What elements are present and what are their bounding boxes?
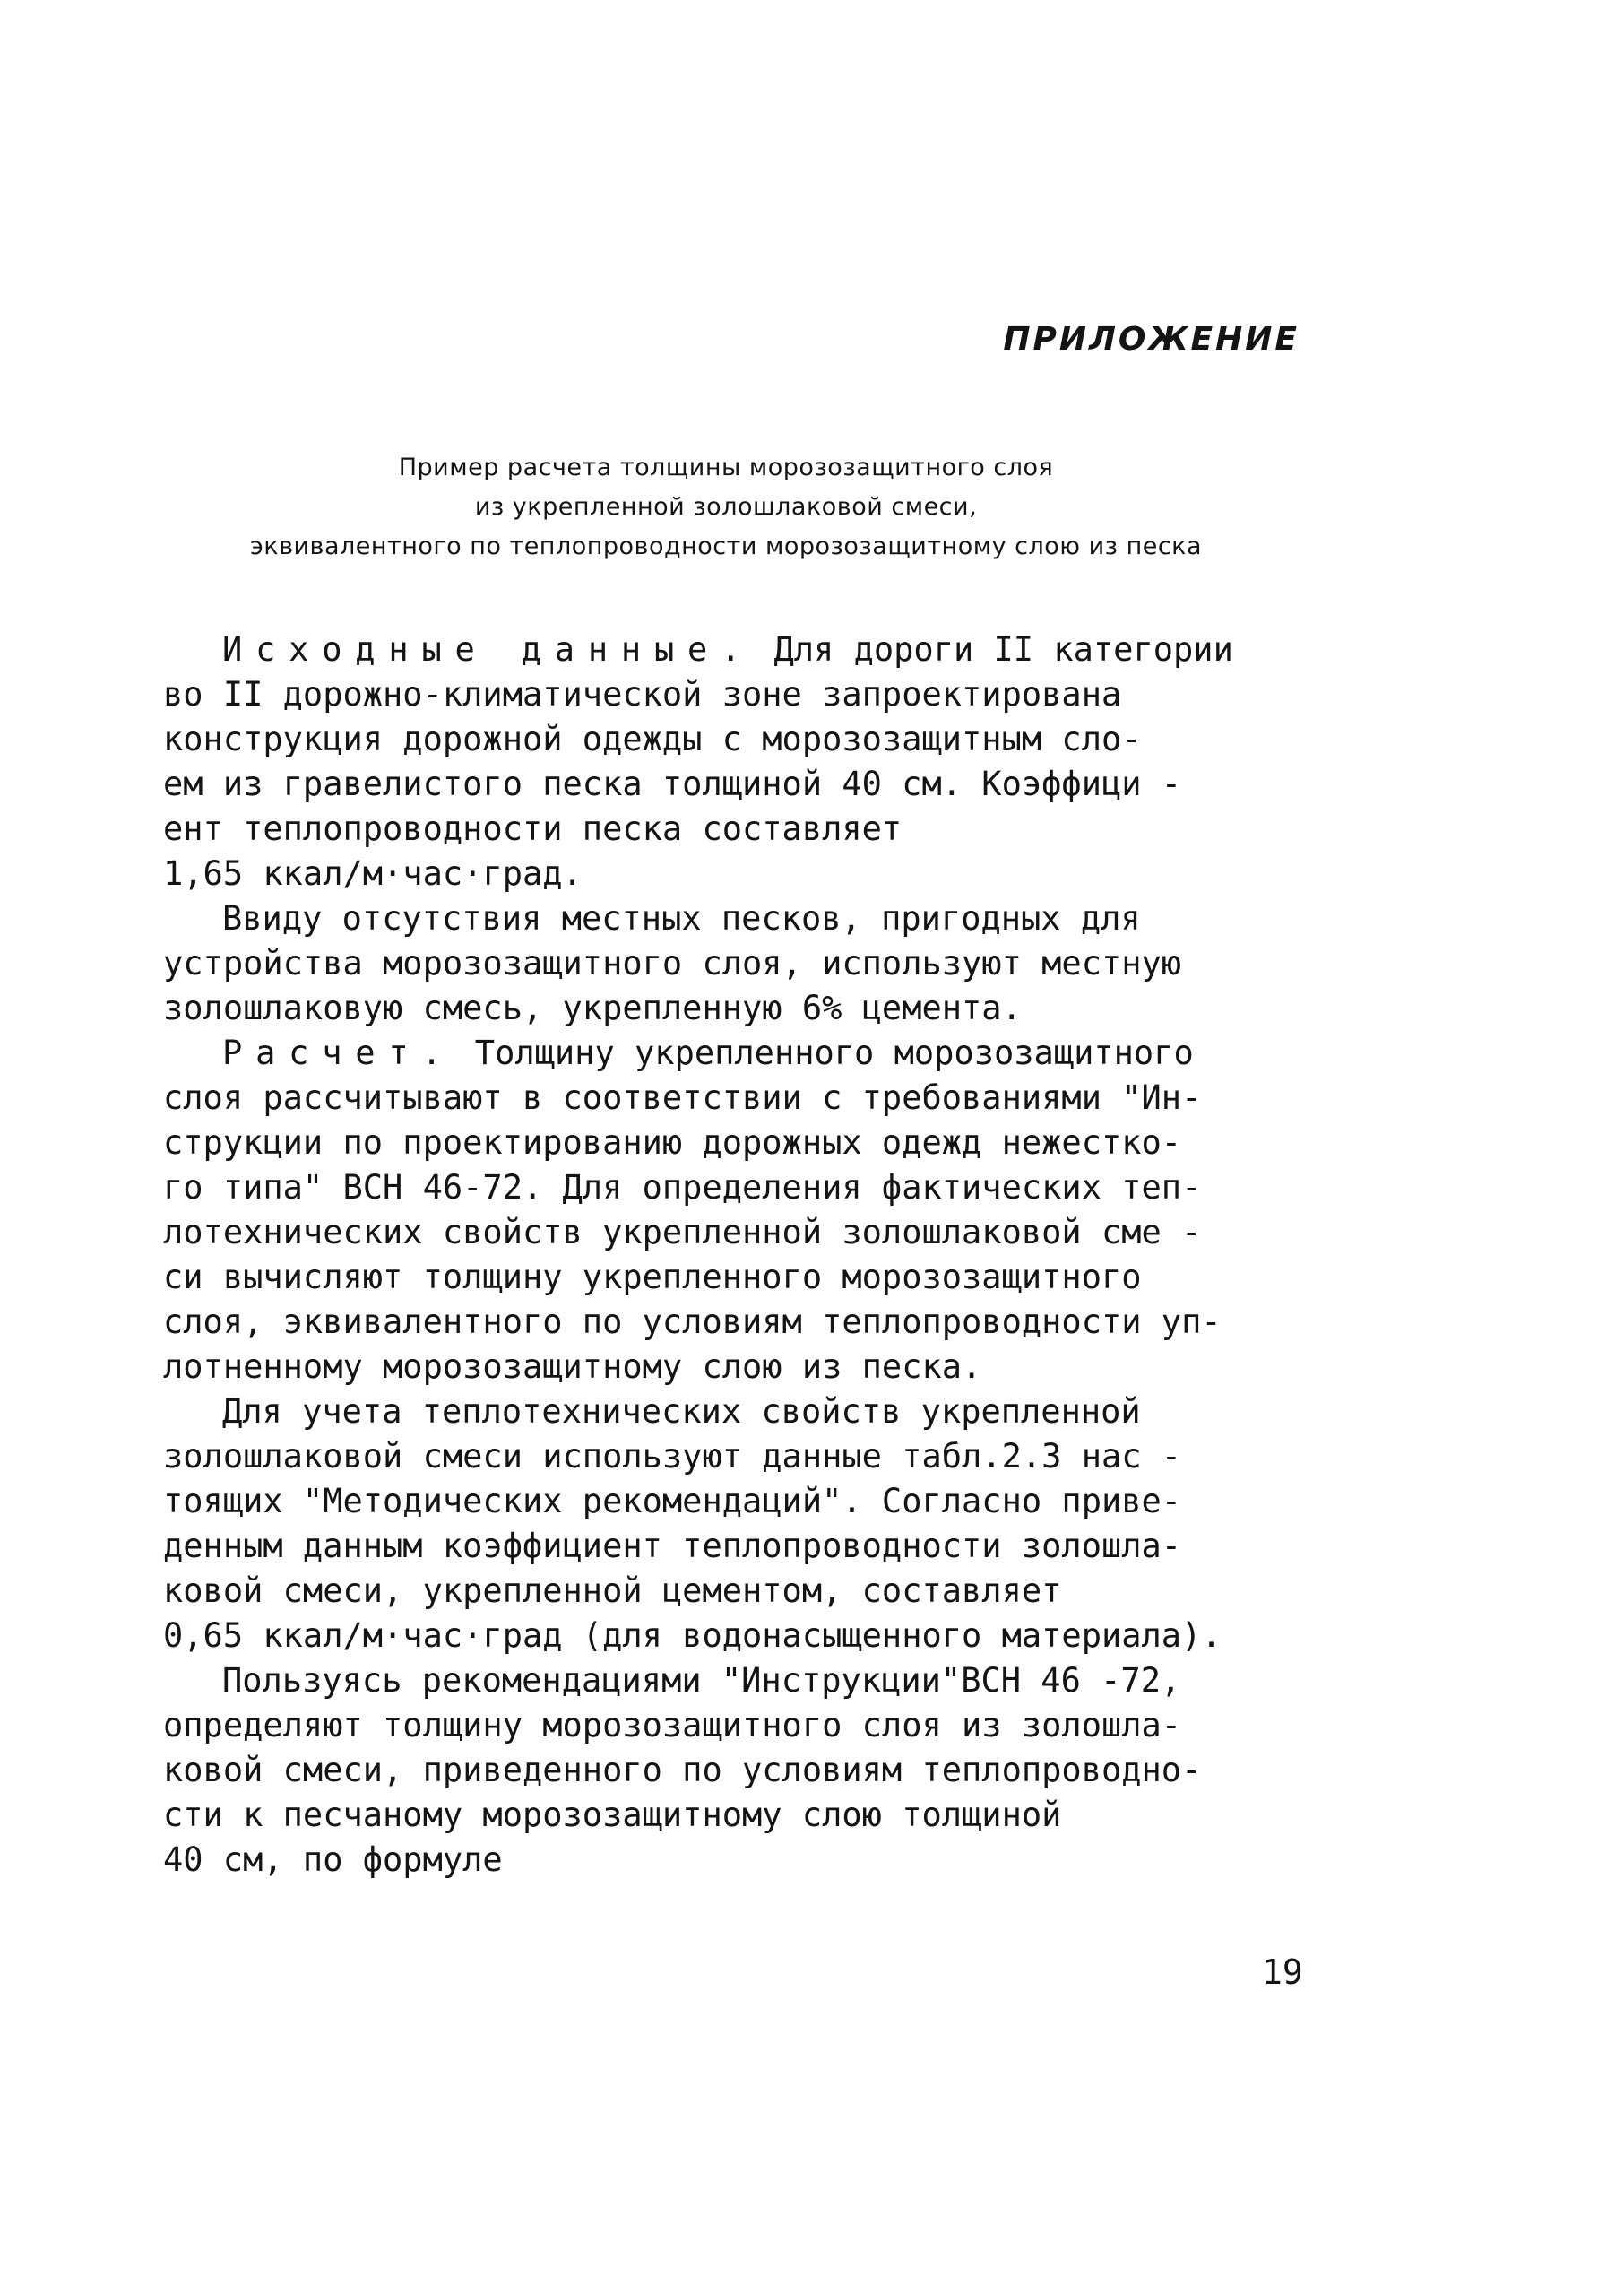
text-line: 0,65 ккал/м·час·град (для водонасыщенного материала).: [163, 1616, 1222, 1655]
text-line: го типа" ВСН 46-72. Для определения фактических теп-: [163, 1168, 1202, 1207]
text-line: струкции по проектированию дорожных одежд нежестко-: [163, 1123, 1182, 1162]
paragraph-calculation: [163, 1031, 1321, 1389]
title-line: эквивалентного по теплопроводности морозозащитному слою из песка: [249, 532, 1203, 560]
text-line: ент теплопроводности песка составляет: [163, 809, 903, 848]
text-line: слоя рассчитывают в соответствии с требованиями "Ин-: [163, 1078, 1202, 1117]
text-line: [163, 1031, 1321, 1076]
text-line: си вычисляют толщину укрепленного морозозащитного: [163, 1258, 1142, 1296]
text-line: тоящих "Методических рекомендаций". Согласно приве-: [163, 1482, 1182, 1520]
text-line: во II дорожно-климатической зоне запроектирована: [163, 675, 1122, 714]
body-text: [163, 628, 1321, 1883]
paragraph-formula-intro: [163, 1658, 1321, 1883]
paragraph-local-sand: [163, 896, 1321, 1031]
text-line: ковой смеси, приведенного по условиям теплопроводно-: [163, 1751, 1202, 1789]
text-line: ем из гравелистого песка толщиной 40 см. Коэффици -: [163, 765, 1182, 803]
title-line: из укрепленной золошлаковой смеси,: [474, 493, 978, 521]
example-title: [179, 448, 1273, 567]
appendix-label: ПРИЛОЖЕНИЕ: [1003, 321, 1300, 358]
section-lead-source-data: Исходные данные.: [222, 630, 755, 669]
text-line: устройства морозозащитного слоя, используют местную: [163, 944, 1182, 983]
text-line: 40 см, по формуле: [163, 1840, 503, 1879]
text-line: конструкция дорожной одежды с морозозащитным сло-: [163, 720, 1142, 758]
page-number: 19: [1262, 1952, 1303, 1992]
text-line-content: Толщину укрепленного морозозащитного: [454, 1034, 1194, 1072]
text-line: определяют толщину морозозащитного слоя из золошла-: [163, 1706, 1182, 1744]
title-line: Пример расчета толщины морозозащитного слоя: [398, 454, 1054, 481]
text-line: слоя, эквивалентного по условиям теплопроводности уп-: [163, 1303, 1222, 1341]
section-lead-calculation: Расчет.: [222, 1034, 455, 1072]
text-line: денным данным коэффициент теплопроводности золошла-: [163, 1527, 1182, 1565]
text-line-content: Для дороги II категории: [754, 630, 1233, 669]
text-line: лотненному морозозащитному слою из песка.: [163, 1347, 982, 1386]
text-line: Для учета теплотехнических свойств укрепленной: [222, 1392, 1141, 1431]
text-line: золошлаковой смеси используют данные табл.2.3 нас -: [163, 1437, 1182, 1476]
paragraph-source-data: [163, 628, 1321, 896]
text-line: ковой смеси, укрепленной цементом, составляет: [163, 1571, 1062, 1610]
text-line: золошлаковую смесь, укрепленную 6% цемента.: [163, 989, 1022, 1027]
text-line: сти к песчаному морозозащитному слою толщиной: [163, 1796, 1062, 1834]
text-line: 1,65 ккал/м·час·град.: [163, 854, 583, 893]
text-line: [163, 628, 1321, 672]
paragraph-thermal-properties: [163, 1389, 1321, 1658]
text-line: Пользуясь рекомендациями "Инструкции"ВСН 46 -72,: [222, 1661, 1181, 1700]
text-line: лотехнических свойств укрепленной золошлаковой сме -: [163, 1213, 1202, 1251]
text-line: Ввиду отсутствия местных песков, пригодных для: [222, 899, 1141, 938]
